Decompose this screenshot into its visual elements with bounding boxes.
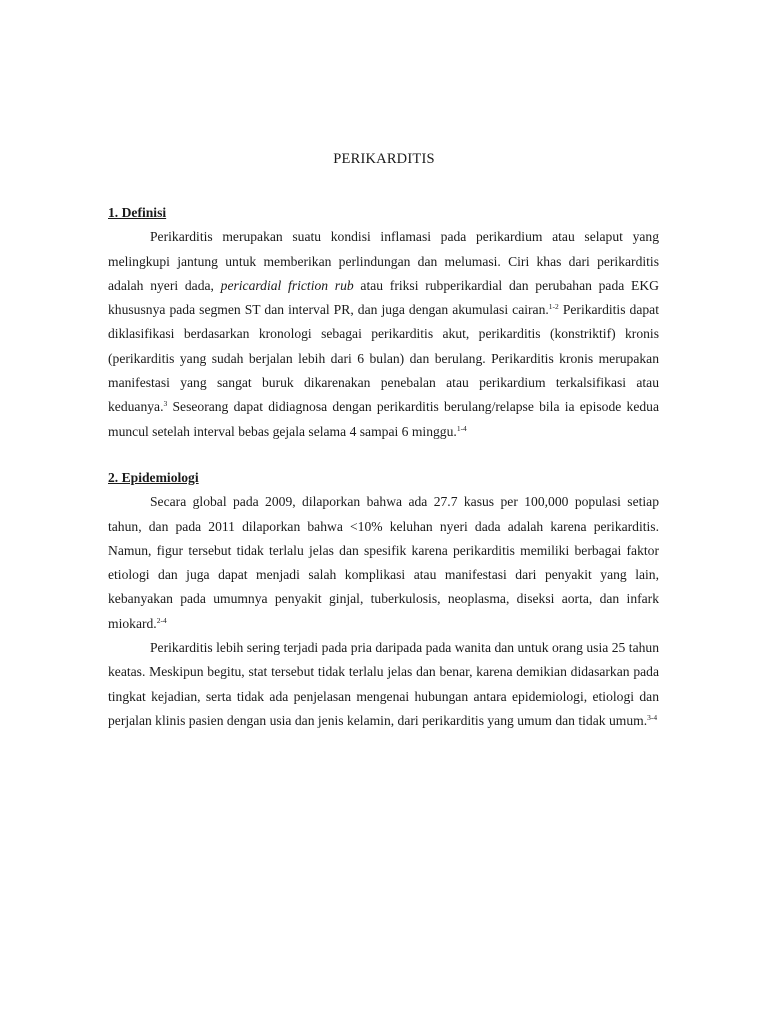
citation-superscript: 1-2 — [548, 302, 559, 312]
section-heading: 1. Definisi — [108, 205, 167, 220]
citation-superscript: 3-4 — [647, 712, 658, 722]
section-heading: 2. Epidemiologi — [108, 470, 199, 485]
citation-superscript: 3 — [163, 399, 168, 409]
paragraph-text: atau friksi rubperikardial dan perubahan pada EKG khususnya pada segmen ST dan interval PR, dan juga dengan akumulasi cairan. — [108, 277, 659, 318]
paragraph-epidemiologi-2 — [108, 636, 659, 733]
citation-superscript: 2-4 — [156, 615, 167, 625]
paragraph-text: Secara global pada 2009, dilaporkan bahwa ada 27.7 kasus per 100,000 populasi setiap tahun, dan pada 2011 dilaporkan bahwa <10% keluhan nyeri dada adalah karena perikarditis. Namun, figur tersebut tidak terlalu jelas dan spesifik karena perikarditis memiliki berbagai faktor etiologi dan juga dapat menjadi salah komplikasi atau manifestasi dari penyakit yang lain, kebanyakan pada umumnya penyakit ginjal, tuberkulosis, neoplasma, diseksi aorta, dan infark miokard. — [108, 494, 659, 631]
section-definisi — [108, 201, 659, 444]
paragraph-definisi — [108, 225, 659, 444]
paragraph-epidemiologi-1 — [108, 490, 659, 636]
page-title: PERIKARDITIS — [333, 151, 435, 167]
paragraph-text: Perikarditis lebih sering terjadi pada pria daripada pada wanita dan untuk orang usia 25 tahun keatas. Meskipun begitu, stat tersebut tidak terlalu jelas dan benar, karena demikian didasarkan pada tingkat kejadian, serta tidak ada penjelasan mengenai hubungan antara epidemiologi, etiologi dan perjalan klinis pasien dengan usia dan jenis kelamin, dari perikarditis yang umum dan tidak umum. — [108, 640, 659, 728]
paragraph-text: Perikarditis dapat diklasifikasi berdasarkan kronologi sebagai perikarditis akut, perikarditis (konstriktif) kronis (perikarditis yang sudah berjalan lebih dari 6 bulan) dan berulang. Perikarditis kronis merupakan manifestasi yang sangat buruk dikarenakan penebalan atau perikardium terkalsifikasi atau keduanya. — [108, 302, 659, 415]
section-epidemiologi — [108, 466, 659, 733]
citation-superscript: 1-4 — [456, 423, 467, 433]
paragraph-text: Perikarditis merupakan suatu kondisi inflamasi pada perikardium atau selaput yang melingkupi jantung untuk memberikan perlindungan dan melumasi. Ciri khas dari perikarditis adalah nyeri dada, — [108, 229, 659, 293]
italic-term: pericardial friction rub — [220, 277, 354, 293]
paragraph-text: Seseorang dapat didiagnosa dengan perikarditis berulang/relapse bila ia episode kedua muncul setelah interval bebas gejala selama 4 sampai 6 minggu. — [108, 399, 659, 439]
